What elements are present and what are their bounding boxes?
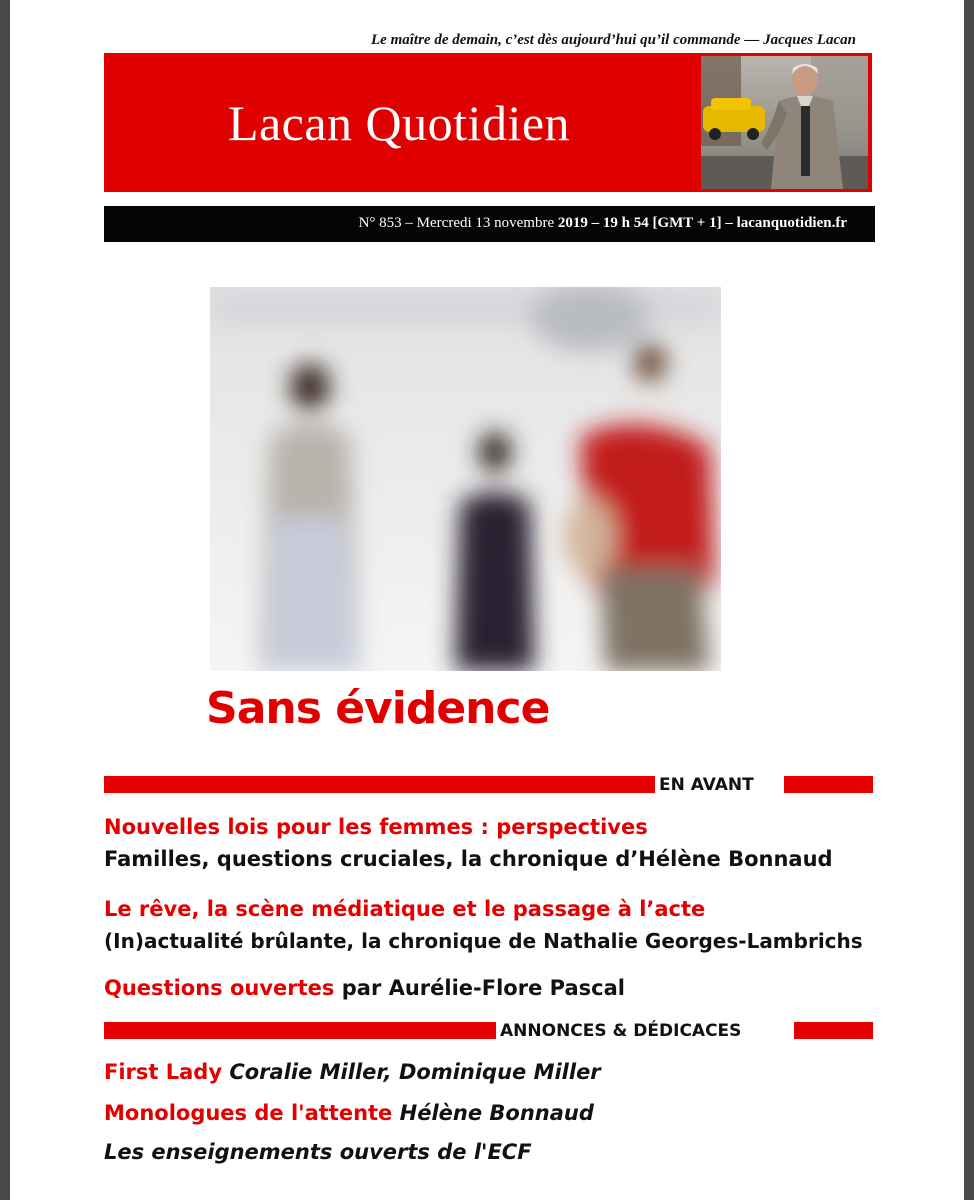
article-title-3: Questions ouvertes [104,976,335,1000]
portrait-photo [701,56,868,189]
issue-day: – Mercredi 13 novembre [405,215,555,231]
hero-image [210,287,721,671]
issue-info-bar [104,206,875,242]
masthead-banner [104,53,872,192]
section-bar-annonces [104,1020,873,1042]
portrait-illustration [701,56,868,189]
section-rule-right [794,1022,873,1039]
section-bar-en-avant [104,774,873,796]
section-rule-right [784,776,873,793]
issue-year-time: 2019 – 19 h 54 [557,215,649,231]
article-subtitle-1: Familles, questions cruciales, la chronique d’Hélène Bonnaud [104,847,833,871]
article-subtitle-2: (In)actualité brûlante, la chronique de Nathalie Georges-Lambrichs [104,929,863,953]
announcement-title-3[interactable]: Les enseignements ouverts de l'ECF [104,1140,532,1164]
article-title-1[interactable]: Nouvelles lois pour les femmes : perspectives [104,815,648,839]
announcement-authors-1: Coralie Miller, Dominique Miller [229,1060,601,1084]
section-label-annonces: ANNONCES & DÉDICACES [496,1020,745,1042]
main-headline: Sans évidence [206,683,550,734]
announcement-authors-2: Hélène Bonnaud [399,1101,594,1125]
announcement-2[interactable] [104,1101,594,1125]
masthead-quote: Le maître de demain, c’est dès aujourd’hui qu’il commande — Jacques Lacan [371,32,856,48]
article-title-2[interactable]: Le rêve, la scène médiatique et le passage à l’acte [104,897,706,921]
article-3[interactable] [104,976,625,1000]
section-label-en-avant: EN AVANT [655,774,758,796]
newsletter-page [10,0,964,1200]
section-rule-left [104,776,657,793]
issue-timezone-site: [GMT + 1] – lacanquotidien.fr [652,215,847,231]
blurred-figures-illustration [210,287,721,671]
announcement-title-1: First Lady [104,1060,223,1084]
announcement-title-2: Monologues de l'attente [104,1101,393,1125]
issue-info [359,215,847,232]
issue-number: N° 853 [358,215,402,231]
section-rule-left [104,1022,498,1039]
masthead-title: Lacan Quotidien [227,94,571,151]
announcement-1[interactable] [104,1060,601,1084]
article-byline-3: par Aurélie-Flore Pascal [341,976,625,1000]
